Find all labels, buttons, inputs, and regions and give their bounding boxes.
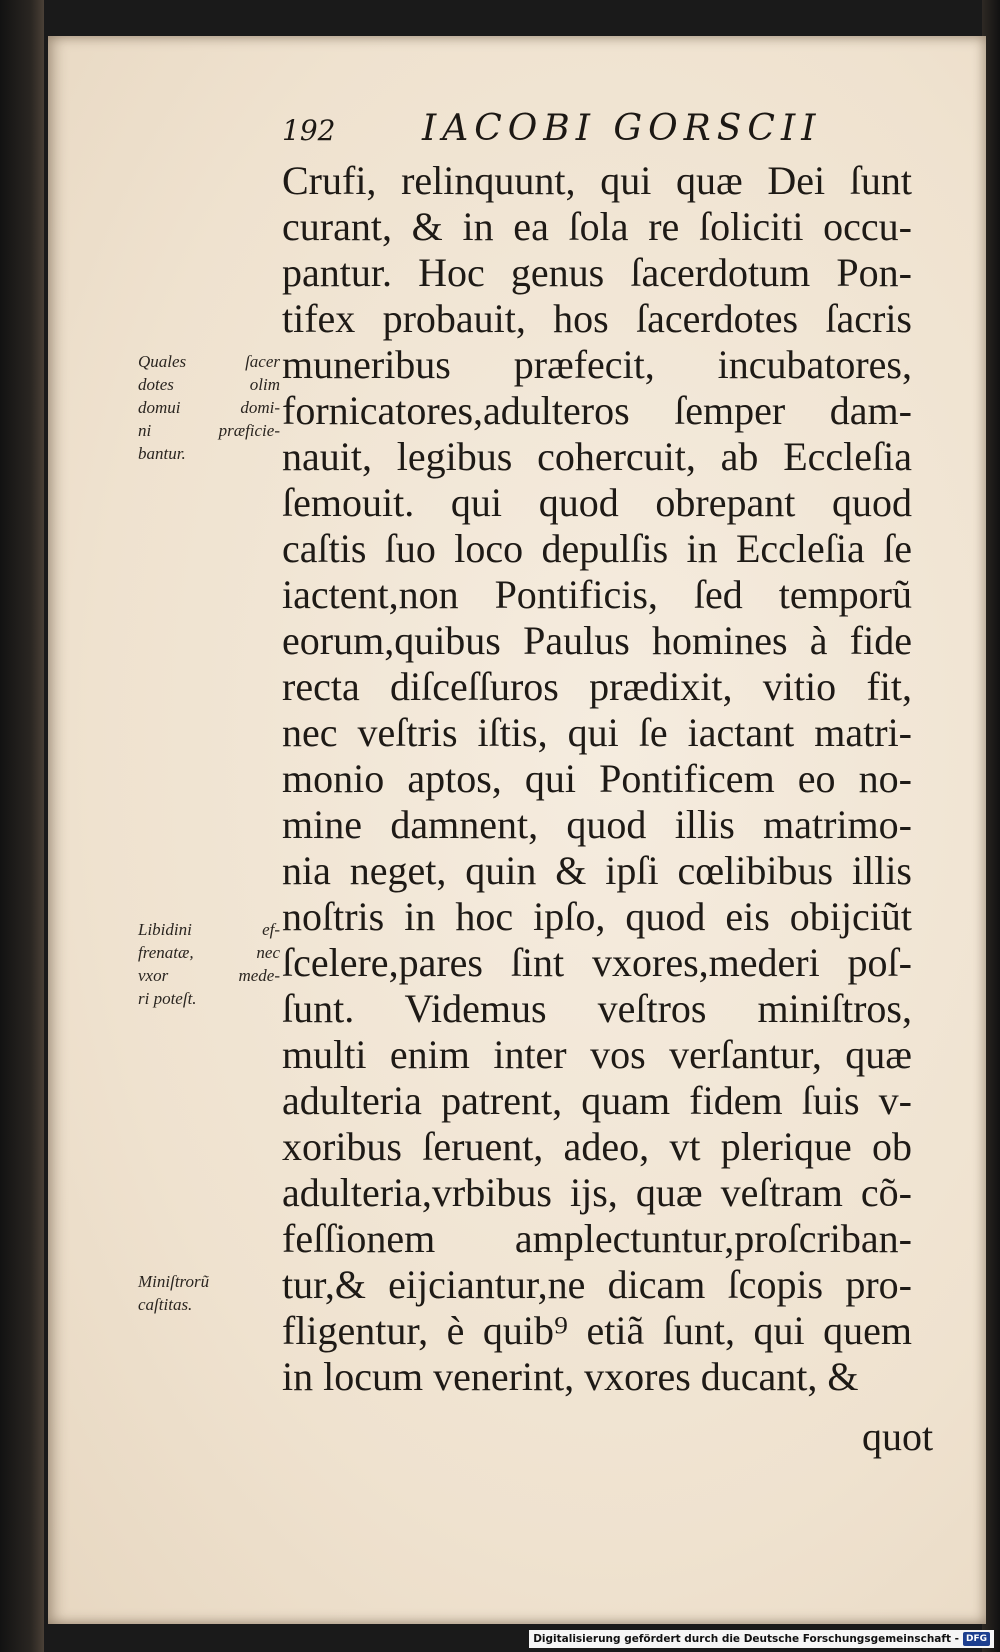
text-line: caſtis ſuo loco depulſis in Eccleſia ſe	[282, 526, 912, 571]
stamp-text: Digitalisierung gefördert durch die Deutsche Forschungsgemeinschaft -	[533, 1633, 959, 1645]
marginal-note-line: dotes olim	[138, 375, 280, 394]
marginal-note-line: ni præficie-	[138, 421, 280, 440]
running-head	[282, 108, 922, 156]
text-line: tur,& eijciantur,ne dicam ſcopis pro-	[282, 1262, 912, 1307]
catchword: quot	[862, 1414, 934, 1459]
text-line: fornicatores,adulteros ſemper dam-	[282, 388, 912, 433]
marginal-note-line: Quales ſacer	[138, 352, 280, 371]
text-line: multi enim inter vos verſantur, quæ	[282, 1032, 912, 1077]
marginal-note-line: caſtitas.	[138, 1295, 193, 1314]
page-number: 192	[282, 114, 336, 147]
text-line: Crufi, relinquunt, qui quæ Dei ſunt	[282, 158, 912, 203]
text-line: curant, & in ea ſola re ſoliciti occu-	[282, 204, 912, 249]
text-line: recta diſceſſuros prædixit, vitio fit,	[282, 664, 912, 709]
dfg-logo: DFG	[963, 1632, 990, 1646]
marginal-note-line: domui domi-	[138, 398, 280, 417]
text-line: xoribus ſeruent, adeo, vt plerique ob	[282, 1124, 912, 1169]
text-line: ſemouit. qui quod obrepant quod	[282, 480, 912, 525]
text-line: eorum,quibus Paulus homines à fide	[282, 618, 912, 663]
text-line: fligentur, è quib⁹ etiã ſunt, qui quem	[282, 1308, 912, 1353]
marginal-note-line: Miniſtrorũ	[138, 1272, 210, 1291]
scan-left-edge	[0, 0, 44, 1652]
text-line: feſſionem amplectuntur,proſcriban-	[282, 1216, 912, 1261]
text-line: monio aptos, qui Pontificem eo no-	[282, 756, 912, 801]
marginal-note-2	[138, 918, 280, 1010]
text-line: nauit, legibus cohercuit, ab Eccleſia	[282, 434, 912, 479]
text-line: ſunt. Videmus veſtros miniſtros,	[282, 986, 912, 1031]
marginal-note-line: frenatæ, nec	[138, 943, 280, 962]
marginal-note-line: Libidini ef-	[138, 920, 280, 939]
marginal-note-1	[138, 350, 280, 465]
marginal-note-line: bantur.	[138, 444, 186, 463]
text-line: adulteria patrent, quam fidem ſuis v-	[282, 1078, 912, 1123]
text-line: nia neget, quin & ipſi cœlibibus illis	[282, 848, 912, 893]
running-title: IACOBI GORSCII	[422, 108, 822, 149]
text-line: iactent,non Pontificis, ſed temporũ	[282, 572, 912, 617]
text-line: adulteria,vrbibus ijs, quæ veſtram cõ-	[282, 1170, 912, 1215]
text-line: mine damnent, quod illis matrimo-	[282, 802, 912, 847]
text-line: pantur. Hoc genus ſacerdotum Pon-	[282, 250, 912, 295]
marginal-note-3	[138, 1270, 280, 1316]
text-line: muneribus præfecit, incubatores,	[282, 342, 912, 387]
text-line: ſcelere,pares ſint vxores,mederi poſ-	[282, 940, 912, 985]
digitization-stamp	[529, 1630, 994, 1648]
text-line: nec veſtris iſtis, qui ſe iactant matri-	[282, 710, 912, 755]
text-line: tifex probauit, hos ſacerdotes ſacris	[282, 296, 912, 341]
marginal-note-line: ri poteſt.	[138, 989, 197, 1008]
text-line: in locum venerint, vxores ducant, &	[282, 1354, 859, 1399]
body-text	[282, 158, 912, 1400]
marginal-note-line: vxor mede-	[138, 966, 280, 985]
text-line: noſtris in hoc ipſo, quod eis obijciũt	[282, 894, 912, 939]
